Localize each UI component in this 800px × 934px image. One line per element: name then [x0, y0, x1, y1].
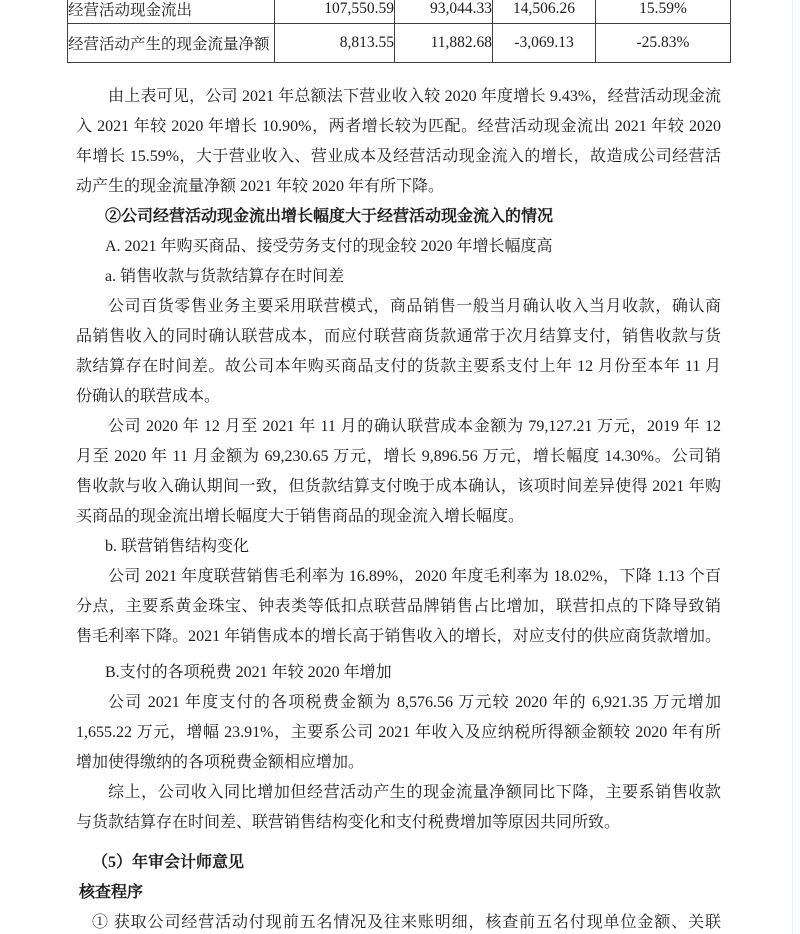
paragraph-joint-cost-line: 售收款与收入确认期间一致，但货款结算支付晚于成本确认，该项时间差异使得 2021 年购 — [76, 478, 721, 495]
document-body — [76, 82, 721, 934]
paragraph-joint-model-line: 品销售收入的同时确认联营成本，而应付联营商货款通常于次月结算支付，销售收款与货 — [76, 328, 721, 345]
section-heading-circle2: ②公司经营活动现金流出增长幅度大于经营活动现金流入的情况 — [105, 208, 554, 225]
value-cell: 8,813.55 — [275, 24, 395, 63]
item-line-a: a. 销售收款与货款结算存在时间差 — [105, 268, 345, 285]
paragraph-overview-line: 入 2021 年较 2020 年增长 10.90%，两者增长较为匹配。经营活动现金流出 2021 年较 2020 — [76, 118, 721, 135]
paragraph-tax-line: 公司 2021 年度支付的各项税费金额为 8,576.56 万元较 2020 年的 6,921.35 万元增加 — [108, 694, 721, 711]
page-edge — [792, 0, 800, 934]
table-row — [68, 0, 731, 24]
cash-flow-table-grid — [67, 0, 731, 63]
paragraph-joint-cost-line: 公司 2020 年 12 月至 2021 年 11 月的确认联营成本金额为 79,127.21 万元，2019 年 12 — [108, 418, 721, 435]
value-cell: -25.83% — [596, 24, 731, 63]
paragraph-joint-cost-line: 买商品的现金流出增长幅度大于销售商品的现金流入增长幅度。 — [76, 508, 525, 525]
row-label: 经营活动产生的现金流量净额 — [68, 24, 275, 63]
paragraph-summary-line: 与货款结算存在时间差、联营销售结构变化和支付税费增加等原因共同所致。 — [76, 814, 621, 831]
paragraph-joint-model-line: 款结算存在时间差。故公司本年购买商品支付的货款主要系支付上年 12 月份至本年 11 月 — [76, 358, 721, 375]
paragraph-tax-line: 增加使得缴纳的各项税费金额相应增加。 — [76, 754, 365, 771]
paragraph-overview-line: 由上表可见，公司 2021 年总额法下营业收入较 2020 年度增长 9.43%，经营活动现金流 — [108, 88, 721, 105]
paragraph-tax-line: 1,655.22 万元，增幅 23.91%，主要系公司 2021 年收入及应纳税所得额金额较 2020 年有所 — [76, 724, 721, 741]
item-line-b: b. 联营销售结构变化 — [105, 538, 250, 555]
value-cell: 14,506.26 — [493, 0, 596, 24]
value-cell: 11,882.68 — [395, 24, 493, 63]
item-line-A: A. 2021 年购买商品、接受劳务支付的现金较 2020 年增长幅度高 — [105, 238, 553, 255]
paragraph-summary-line: 综上，公司收入同比增加但经营活动产生的现金流量净额同比下降，主要系销售收款 — [108, 784, 721, 801]
paragraph-overview-line: 动产生的现金流量净额 2021 年较 2020 年有所下降。 — [76, 178, 445, 195]
row-label: 经营活动现金流出 — [68, 0, 275, 24]
table-row — [68, 24, 731, 63]
paragraph-margin-line: 分点，主要系黄金珠宝、钟表类等低扣点联营品牌销售占比增加，联营扣点的下降导致销 — [76, 598, 721, 615]
value-cell: 93,044.33 — [395, 0, 493, 24]
value-cell: 15.59% — [596, 0, 731, 24]
paragraph-joint-cost-line: 月至 2020 年 11 月金额为 69,230.65 万元，增长 9,896.56 万元，增长幅度 14.30%。公司销 — [76, 448, 721, 465]
paragraph-joint-model-line: 份确认的联营成本。 — [76, 388, 221, 405]
value-cell: 107,550.59 — [275, 0, 395, 24]
paragraph-joint-model-line: 公司百货零售业务主要采用联营模式，商品销售一般当月确认收入当月收款，确认商 — [108, 298, 721, 315]
section-heading-procedure: 核查程序 — [79, 884, 144, 901]
paragraph-margin-line: 公司 2021 年度联营销售毛利率为 16.89%，2020 年度毛利率为 18.02%，下降 1.13 个百 — [108, 568, 721, 585]
paragraph-overview-line: 年增长 15.59%，大于营业收入、营业成本及经营活动现金流入的增长，故造成公司经营活 — [76, 148, 721, 165]
section-heading-5: （5）年审会计师意见 — [92, 854, 245, 871]
paragraph-margin-line: 售毛利率下降。2021 年销售成本的增长高于销售收入的增长，对应支付的供应商货款增加。 — [76, 628, 721, 645]
item-line-circle1: ① 获取公司经营活动付现前五名情况及往来账明细，核查前五名付现单位金额、关联 — [92, 914, 721, 931]
item-line-B: B.支付的各项税费 2021 年较 2020 年增加 — [105, 664, 392, 681]
value-cell: -3,069.13 — [493, 24, 596, 63]
cash-flow-table — [67, 0, 733, 63]
